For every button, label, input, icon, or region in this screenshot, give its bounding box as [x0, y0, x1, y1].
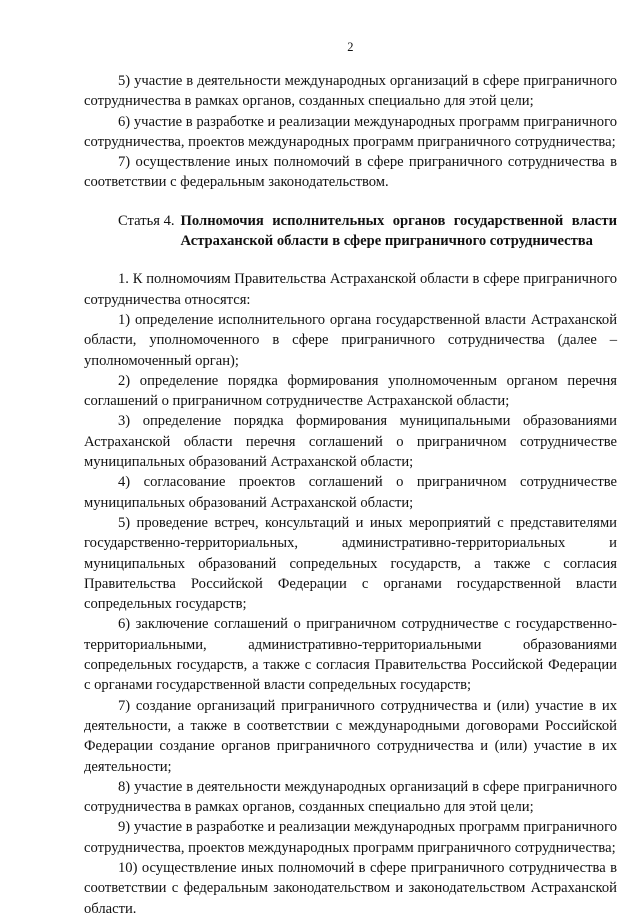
article-title-line-2: Астраханской области в сфере приграничного сотрудничества	[180, 233, 593, 250]
clause-1-item-3: 3) определение порядка формирования муниципальными образованиями Астраханской области перечня соглашений о приграничном сотрудничестве муниципальных образований Астраханской области;	[84, 413, 617, 471]
document-page	[84, 40, 617, 919]
article-heading	[84, 211, 617, 252]
clause-1-item-9: 9) участие в разработке и реализации международных программ приграничного сотрудничества, проектов международных программ приграничного сотрудничества;	[84, 819, 617, 856]
clause-1-item-1: 1) определение исполнительного органа государственной власти Астраханской области, уполномоченного в сфере приграничного сотрудничества (далее – уполномоченный орган);	[84, 311, 617, 369]
article-title-line-1: Полномочия исполнительных органов государственной власти	[180, 212, 617, 229]
article-title	[181, 211, 617, 252]
intro-item-6: 6) участие в разработке и реализации международных программ приграничного сотрудничества, проектов международных программ приграничного сотрудничества;	[84, 113, 617, 150]
clause-1-lead: 1. К полномочиям Правительства Астраханской области в сфере приграничного сотрудничества относятся:	[84, 271, 617, 308]
clause-1-item-5: 5) проведение встреч, консультаций и иных мероприятий с представителями государственно-территориальных, административно-территориальных и муниципальных образований сопредельных государств, а также с согласия Правительства Российской Федерации с органами государственной власти сопредельных государств;	[84, 514, 617, 613]
article-label: Статья 4.	[118, 212, 175, 229]
intro-item-7: 7) осуществление иных полномочий в сфере приграничного сотрудничества в соответствии с федеральным законодательством.	[84, 154, 617, 191]
clause-1-item-8: 8) участие в деятельности международных организаций в сфере приграничного сотрудничества в рамках органов, созданных специально для этой цели;	[84, 778, 617, 816]
clause-1-item-10: 10) осуществление иных полномочий в сфере приграничного сотрудничества в соответствии с федеральным законодательством и законодательством Астраханской области.	[84, 859, 617, 917]
clause-1-item-4: 4) согласование проектов соглашений о приграничном сотрудничестве муниципальных образований Астраханской области;	[84, 474, 617, 511]
page-number: 2	[347, 40, 354, 54]
clause-1-item-7: 7) создание организаций приграничного сотрудничества и (или) участие в их деятельности, а также в соответствии с международными договорами Российской Федерации создание органов приграничного сотрудничества и (или) участие в их деятельности;	[84, 697, 617, 775]
clause-1-item-6: 6) заключение соглашений о приграничном сотрудничестве с государственно-территориальными, административно-территориальными образованиями сопредельных государств, а также с согласия Правительства Российской Федерации с органами государственной власти сопредельных государств;	[84, 616, 617, 694]
intro-item-5: 5) участие в деятельности международных организаций в сфере приграничного сотрудничества в рамках органов, созданных специально для этой цели;	[84, 73, 617, 110]
clause-1-item-2: 2) определение порядка формирования уполномоченным органом перечня соглашений о приграничном сотрудничестве Астраханской области;	[84, 372, 617, 410]
